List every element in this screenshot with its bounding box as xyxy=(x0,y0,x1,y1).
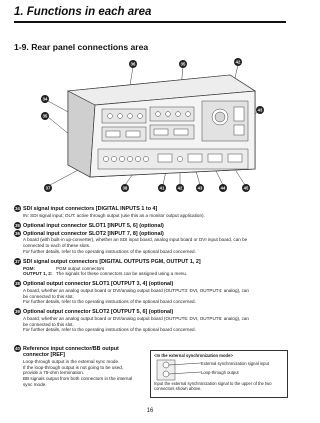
sync-connector-illustration xyxy=(155,359,201,381)
chapter-header xyxy=(14,6,286,24)
callout-bottom-4 xyxy=(176,184,184,192)
item-number: 40 xyxy=(15,346,20,351)
svg-text:45: 45 xyxy=(243,185,249,191)
callout-left-2 xyxy=(41,112,49,120)
callout-right-1 xyxy=(256,106,264,114)
item-text: provide a 75-ohm termination. xyxy=(23,370,85,376)
power-area xyxy=(202,101,248,141)
item-title: SDI signal output connectors [DIGITAL OUTPUTS PGM, OUTPUT 1, 2] xyxy=(23,258,201,265)
callout-bottom-2 xyxy=(121,184,129,192)
callout-bottom-7 xyxy=(242,184,250,192)
item-title: Optional output connector SLOT1 [OUTPUT 3, 4] (optional) xyxy=(23,280,174,287)
svg-text:43: 43 xyxy=(257,107,263,113)
rear-panel-diagram xyxy=(40,57,265,197)
item-title: SDI signal input connectors [DIGITAL INPUTS 1 to 4] xyxy=(23,205,158,212)
callout-top-2 xyxy=(179,60,187,68)
item-sdi-inputs xyxy=(14,205,290,219)
callout-bottom-1 xyxy=(44,184,52,192)
item-sdi-outputs xyxy=(14,258,290,277)
item-text: Loop-through output in the external sync mode. xyxy=(23,358,120,364)
svg-text:42: 42 xyxy=(177,185,183,191)
sync-note: Input the external synchronization signal to the upper of the two connectors shown above. xyxy=(154,381,272,391)
callout-top-3 xyxy=(234,58,242,66)
item-number: 35 xyxy=(15,222,20,228)
item-title: Optional input connector SLOT2 [INPUT 7, 8] (optional) xyxy=(23,230,164,237)
sync-label-input: External synchronization signal input xyxy=(201,361,269,366)
sync-label-output: Loop-through output xyxy=(201,370,239,375)
item-reference-input xyxy=(14,345,146,387)
item-optional-output-slot1 xyxy=(14,280,290,305)
item-row: PGM: PGM output connectors xyxy=(23,265,105,271)
item-optional-output-slot2 xyxy=(14,308,290,333)
item-number: 34 xyxy=(15,206,20,211)
item-number: 36 xyxy=(15,230,20,236)
item-title: Reference input connector/BB output xyxy=(23,345,119,352)
item-optional-inputs xyxy=(14,222,290,255)
chapter-title: 1. Functions in each area xyxy=(14,6,152,18)
chapter-rule xyxy=(14,21,286,23)
external-sync-box xyxy=(150,350,288,398)
item-text: connected to each of these slots. xyxy=(23,243,91,249)
item-text: A board (with built-in up-converter), whether an SDI input board, analog input board or DVI input board, can be xyxy=(23,237,248,243)
callout-left-1 xyxy=(41,95,49,103)
callout-top-1 xyxy=(129,60,137,68)
page-number: 16 xyxy=(146,408,154,414)
section-title: 1-9. Rear panel connections area xyxy=(14,42,149,52)
item-text: For further details, refer to the operating instructions of the optional board concerned. xyxy=(23,248,196,254)
callout-bottom-6 xyxy=(219,184,227,192)
svg-text:35: 35 xyxy=(42,113,48,119)
item-title: Optional output connector SLOT2 [OUTPUT 5, 6] (optional) xyxy=(23,308,174,315)
item-text: If the loop-through output is not going to be used, xyxy=(23,364,124,370)
svg-text:34: 34 xyxy=(42,96,48,102)
item-text: IN: SDI signal input; OUT: active through output (use this as a monitor output application). xyxy=(23,212,205,218)
item-text: be connected to this slot. xyxy=(23,321,74,327)
svg-text:35: 35 xyxy=(180,61,186,67)
item-number: 38 xyxy=(15,280,20,286)
item-text: For further details, refer to the operating instructions of the optional board concerned. xyxy=(23,327,196,333)
item-text: A board, whether an analog output board or DVI/analog output board (OUTPUT5: DVI, OUTPUT6: analog), can xyxy=(23,315,249,321)
svg-text:37: 37 xyxy=(45,185,51,191)
item-text: be connected to this slot. xyxy=(23,293,74,299)
description-list xyxy=(14,205,290,336)
item-title: Optional input connector SLOT1 [INPUT 5, 6] (optional) xyxy=(23,222,164,229)
svg-text:41: 41 xyxy=(159,185,165,191)
item-text: For further details, refer to the operating instructions of the optional board concerned. xyxy=(23,299,196,305)
svg-text:44: 44 xyxy=(220,185,226,191)
item-text: A board, whether an analog output board or DVI/analog output board (OUTPUT3: DVI, OUTPUT4: analog), can xyxy=(23,287,249,293)
svg-text:42: 42 xyxy=(235,59,241,65)
svg-text:43: 43 xyxy=(197,185,203,191)
bottom-connectors xyxy=(98,149,248,169)
callout-bottom-5 xyxy=(196,184,204,192)
svg-text:36: 36 xyxy=(130,61,136,67)
item-row: OUTPUT 1, 2: The signals for these connectors can be assigned using a menu. xyxy=(23,271,188,277)
sync-box-title: <In the external synchronization mode> xyxy=(154,353,233,358)
item-text: BB signals output from both connectors in the internal xyxy=(23,376,133,382)
item-text: sync mode. xyxy=(23,381,47,387)
callout-bottom-3 xyxy=(158,184,166,192)
item-number: 39 xyxy=(15,308,20,314)
svg-text:38: 38 xyxy=(122,185,128,191)
item-number: 37 xyxy=(15,258,20,264)
item-title-cont: connector [REF] xyxy=(23,352,65,359)
